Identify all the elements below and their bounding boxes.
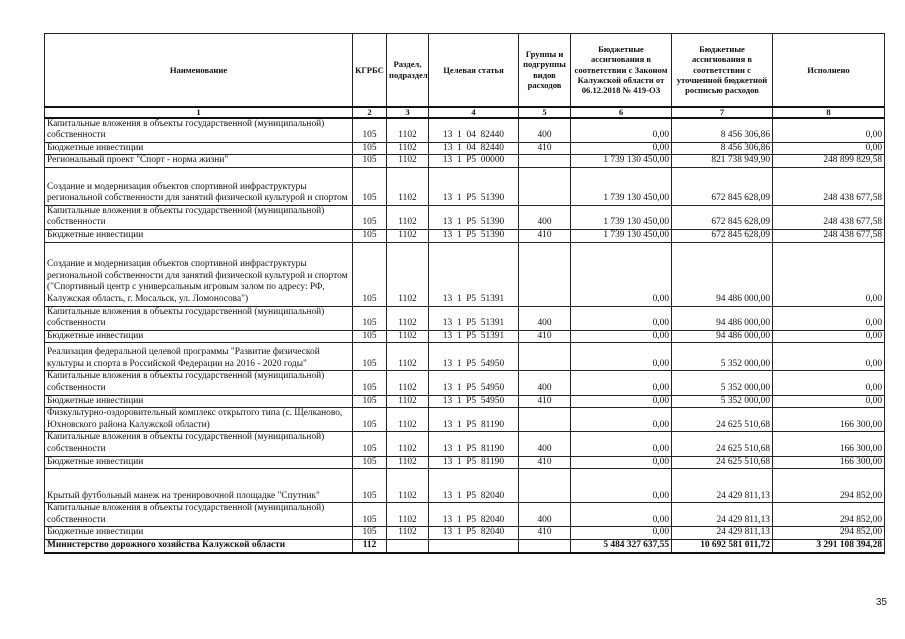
row-law-allocation: 0,00 — [571, 503, 672, 527]
total-name: Министерство дорожного хозяйства Калужской области — [45, 539, 353, 552]
total-refined-allocation: 10 692 581 011,72 — [672, 539, 773, 552]
row-executed: 0,00 — [773, 118, 885, 143]
row-article: 13 1 P5 81190 — [429, 408, 519, 432]
budget-table — [44, 33, 885, 554]
row-article: 13 1 P5 51390 — [429, 230, 519, 243]
row-group — [519, 155, 571, 168]
row-executed: 166 300,00 — [773, 432, 885, 456]
row-article: 13 1 P5 51391 — [429, 242, 519, 306]
row-article: 13 1 P5 82040 — [429, 503, 519, 527]
row-law-allocation: 1 739 130 450,00 — [571, 230, 672, 243]
total-executed: 3 291 108 394,28 — [773, 539, 885, 552]
table-row — [45, 456, 885, 469]
row-group — [519, 408, 571, 432]
table-row — [45, 432, 885, 456]
row-kgrbs: 105 — [353, 155, 387, 168]
row-kgrbs: 105 — [353, 118, 387, 143]
page-number: 35 — [875, 597, 887, 608]
header-executed: Исполнено — [773, 34, 885, 107]
row-group: 410 — [519, 395, 571, 408]
row-section: 1102 — [387, 242, 429, 306]
row-group: 400 — [519, 432, 571, 456]
table-row — [45, 155, 885, 168]
total-section — [387, 539, 429, 552]
row-group: 400 — [519, 118, 571, 143]
row-law-allocation: 0,00 — [571, 408, 672, 432]
row-refined-allocation: 5 352 000,00 — [672, 395, 773, 408]
row-kgrbs: 105 — [353, 456, 387, 469]
row-article: 13 1 P5 54950 — [429, 395, 519, 408]
row-section: 1102 — [387, 469, 429, 503]
row-executed: 0,00 — [773, 242, 885, 306]
row-kgrbs: 105 — [353, 205, 387, 229]
row-name: Капитальные вложения в объекты государственной (муниципальной) собственности — [45, 503, 353, 527]
header-name: Наименование — [45, 34, 353, 107]
table-row — [45, 408, 885, 432]
row-law-allocation: 0,00 — [571, 395, 672, 408]
table-row — [45, 503, 885, 527]
row-name: Реализация федеральной целевой программы "Развитие физической культуры и спорта в Российской Федерации на 2016 - 2020 годы" — [45, 343, 353, 371]
row-executed: 0,00 — [773, 343, 885, 371]
row-name: Бюджетные инвестиции — [45, 330, 353, 343]
table-row — [45, 469, 885, 503]
row-kgrbs: 105 — [353, 432, 387, 456]
row-executed: 0,00 — [773, 371, 885, 395]
row-executed: 0,00 — [773, 142, 885, 155]
row-refined-allocation: 672 845 628,09 — [672, 230, 773, 243]
row-executed: 248 899 829,58 — [773, 155, 885, 168]
row-section: 1102 — [387, 343, 429, 371]
row-article: 13 1 04 82440 — [429, 142, 519, 155]
row-law-allocation: 0,00 — [571, 456, 672, 469]
row-executed: 294 852,00 — [773, 527, 885, 540]
row-article: 13 1 P5 81190 — [429, 432, 519, 456]
row-section: 1102 — [387, 408, 429, 432]
row-article: 13 1 P5 82040 — [429, 469, 519, 503]
row-article: 13 1 04 82440 — [429, 118, 519, 143]
row-section: 1102 — [387, 395, 429, 408]
row-refined-allocation: 672 845 628,09 — [672, 205, 773, 229]
row-refined-allocation: 24 625 510,68 — [672, 408, 773, 432]
column-number: 4 — [429, 107, 519, 118]
row-name: Создание и модернизация объектов спортивной инфраструктуры региональной собственности для занятий физической культурой и спортом ("Спортивный центр с универсальным игровым залом по адресу: РФ, Калужская область, г. Мосальск, ул. Ломоносова") — [45, 242, 353, 306]
row-name: Капитальные вложения в объекты государственной (муниципальной) собственности — [45, 432, 353, 456]
row-name: Бюджетные инвестиции — [45, 142, 353, 155]
row-refined-allocation: 24 625 510,68 — [672, 456, 773, 469]
row-section: 1102 — [387, 205, 429, 229]
row-section: 1102 — [387, 230, 429, 243]
header-group: Группы и подгруппы видов расходов — [519, 34, 571, 107]
row-law-allocation: 0,00 — [571, 142, 672, 155]
row-article: 13 1 P5 00000 — [429, 155, 519, 168]
row-group — [519, 469, 571, 503]
row-section: 1102 — [387, 503, 429, 527]
column-number: 2 — [353, 107, 387, 118]
column-number: 5 — [519, 107, 571, 118]
row-refined-allocation: 94 486 000,00 — [672, 306, 773, 330]
row-law-allocation: 0,00 — [571, 432, 672, 456]
row-section: 1102 — [387, 155, 429, 168]
column-number: 1 — [45, 107, 353, 118]
row-law-allocation: 0,00 — [571, 330, 672, 343]
row-refined-allocation: 821 738 949,90 — [672, 155, 773, 168]
table-row — [45, 205, 885, 229]
column-number: 6 — [571, 107, 672, 118]
row-name: Бюджетные инвестиции — [45, 395, 353, 408]
row-name: Бюджетные инвестиции — [45, 527, 353, 540]
row-group — [519, 167, 571, 205]
table-row — [45, 242, 885, 306]
table-row — [45, 343, 885, 371]
row-executed: 166 300,00 — [773, 456, 885, 469]
row-executed: 0,00 — [773, 306, 885, 330]
row-article: 13 1 P5 54950 — [429, 371, 519, 395]
row-section: 1102 — [387, 527, 429, 540]
row-group — [519, 343, 571, 371]
row-group: 400 — [519, 306, 571, 330]
row-name: Капитальные вложения в объекты государственной (муниципальной) собственности — [45, 371, 353, 395]
table-row — [45, 230, 885, 243]
row-name: Физкультурно-оздоровительный комплекс открытого типа (с. Щелканово, Юхновского района Калужской области) — [45, 408, 353, 432]
row-name: Бюджетные инвестиции — [45, 230, 353, 243]
row-group: 400 — [519, 205, 571, 229]
row-name: Крытый футбольный манеж на тренировочной площадке "Спутник" — [45, 469, 353, 503]
table-row — [45, 118, 885, 143]
row-article: 13 1 P5 51391 — [429, 330, 519, 343]
row-kgrbs: 105 — [353, 503, 387, 527]
row-name: Бюджетные инвестиции — [45, 456, 353, 469]
row-law-allocation: 0,00 — [571, 242, 672, 306]
row-kgrbs: 105 — [353, 527, 387, 540]
row-group: 410 — [519, 142, 571, 155]
row-section: 1102 — [387, 167, 429, 205]
row-refined-allocation: 24 429 811,13 — [672, 469, 773, 503]
row-section: 1102 — [387, 142, 429, 155]
row-section: 1102 — [387, 306, 429, 330]
row-kgrbs: 105 — [353, 167, 387, 205]
header-refined-allocation: Бюджетные ассигнования в соответствии с уточненной бюджетной росписью расходов — [672, 34, 773, 107]
row-refined-allocation: 94 486 000,00 — [672, 330, 773, 343]
row-law-allocation: 1 739 130 450,00 — [571, 205, 672, 229]
row-name: Региональный проект "Спорт - норма жизни" — [45, 155, 353, 168]
row-section: 1102 — [387, 432, 429, 456]
row-executed: 294 852,00 — [773, 503, 885, 527]
row-kgrbs: 105 — [353, 408, 387, 432]
header-section: Раздел, подраздел — [387, 34, 429, 107]
total-kgrbs: 112 — [353, 539, 387, 552]
row-refined-allocation: 24 429 811,13 — [672, 527, 773, 540]
row-kgrbs: 105 — [353, 306, 387, 330]
row-executed: 248 438 677,58 — [773, 205, 885, 229]
total-article — [429, 539, 519, 552]
table-row — [45, 167, 885, 205]
row-refined-allocation: 24 625 510,68 — [672, 432, 773, 456]
row-law-allocation: 0,00 — [571, 371, 672, 395]
row-kgrbs: 105 — [353, 469, 387, 503]
table-row — [45, 395, 885, 408]
row-section: 1102 — [387, 330, 429, 343]
row-group: 410 — [519, 456, 571, 469]
column-number: 8 — [773, 107, 885, 118]
row-refined-allocation: 8 456 306,86 — [672, 118, 773, 143]
row-refined-allocation: 5 352 000,00 — [672, 343, 773, 371]
row-kgrbs: 105 — [353, 395, 387, 408]
row-refined-allocation: 672 845 628,09 — [672, 167, 773, 205]
row-section: 1102 — [387, 118, 429, 143]
column-number-row — [45, 107, 885, 118]
row-article: 13 1 P5 51390 — [429, 167, 519, 205]
row-kgrbs: 105 — [353, 343, 387, 371]
row-kgrbs: 105 — [353, 142, 387, 155]
row-article: 13 1 P5 81190 — [429, 456, 519, 469]
column-number: 7 — [672, 107, 773, 118]
row-executed: 248 438 677,58 — [773, 167, 885, 205]
row-group: 410 — [519, 330, 571, 343]
row-article: 13 1 P5 82040 — [429, 527, 519, 540]
row-law-allocation: 0,00 — [571, 343, 672, 371]
row-name: Создание и модернизация объектов спортивной инфраструктуры региональной собственности для занятий физической культурой и спортом — [45, 167, 353, 205]
row-name: Капитальные вложения в объекты государственной (муниципальной) собственности — [45, 306, 353, 330]
row-executed: 248 438 677,58 — [773, 230, 885, 243]
row-group: 410 — [519, 527, 571, 540]
row-refined-allocation: 24 429 811,13 — [672, 503, 773, 527]
row-executed: 0,00 — [773, 330, 885, 343]
row-kgrbs: 105 — [353, 242, 387, 306]
total-law-allocation: 5 484 327 637,55 — [571, 539, 672, 552]
table-body — [45, 118, 885, 553]
row-group: 400 — [519, 503, 571, 527]
row-name: Капитальные вложения в объекты государственной (муниципальной) собственности — [45, 205, 353, 229]
table-row — [45, 142, 885, 155]
table-row — [45, 527, 885, 540]
table-row — [45, 306, 885, 330]
row-kgrbs: 105 — [353, 230, 387, 243]
row-kgrbs: 105 — [353, 371, 387, 395]
row-group: 400 — [519, 371, 571, 395]
row-article: 13 1 P5 54950 — [429, 343, 519, 371]
row-executed: 166 300,00 — [773, 408, 885, 432]
column-number: 3 — [387, 107, 429, 118]
header-article: Целевая статья — [429, 34, 519, 107]
row-refined-allocation: 8 456 306,86 — [672, 142, 773, 155]
row-group: 410 — [519, 230, 571, 243]
row-refined-allocation: 94 486 000,00 — [672, 242, 773, 306]
total-group — [519, 539, 571, 552]
row-section: 1102 — [387, 371, 429, 395]
row-law-allocation: 0,00 — [571, 306, 672, 330]
header-law-allocation: Бюджетные ассигнования в соответствии с Законом Калужской области от 06.12.2018 № 419-ОЗ — [571, 34, 672, 107]
row-law-allocation: 1 739 130 450,00 — [571, 167, 672, 205]
row-law-allocation: 0,00 — [571, 469, 672, 503]
row-group — [519, 242, 571, 306]
row-executed: 0,00 — [773, 395, 885, 408]
row-law-allocation: 0,00 — [571, 118, 672, 143]
header-kgrbs: КГРБС — [353, 34, 387, 107]
row-executed: 294 852,00 — [773, 469, 885, 503]
row-kgrbs: 105 — [353, 330, 387, 343]
table-row — [45, 330, 885, 343]
row-name: Капитальные вложения в объекты государственной (муниципальной) собственности — [45, 118, 353, 143]
table-row — [45, 371, 885, 395]
row-refined-allocation: 5 352 000,00 — [672, 371, 773, 395]
row-section: 1102 — [387, 456, 429, 469]
row-article: 13 1 P5 51391 — [429, 306, 519, 330]
total-row — [45, 539, 885, 552]
row-law-allocation: 1 739 130 450,00 — [571, 155, 672, 168]
row-article: 13 1 P5 51390 — [429, 205, 519, 229]
row-law-allocation: 0,00 — [571, 527, 672, 540]
